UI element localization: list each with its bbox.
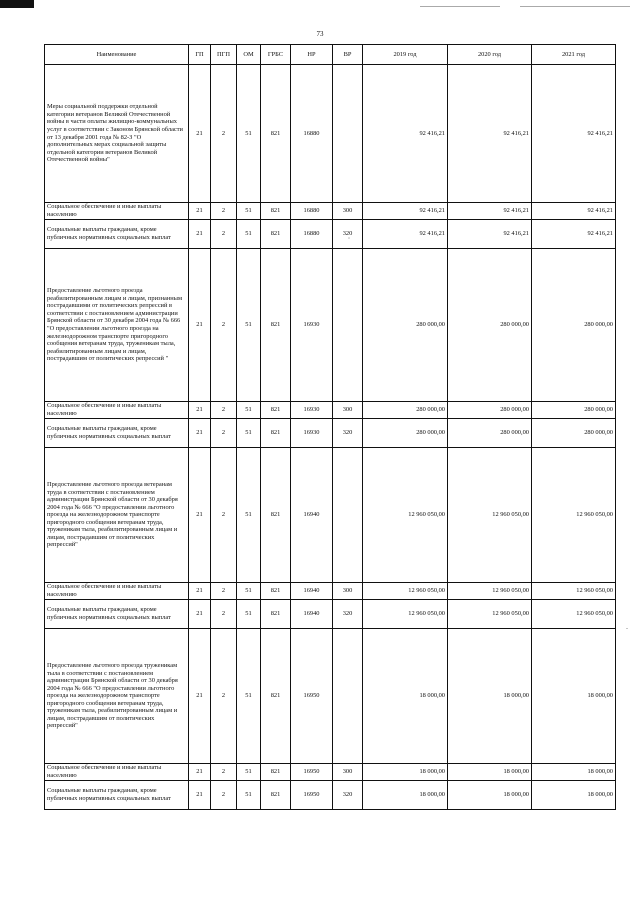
cell-vr: 300 — [333, 764, 363, 781]
cell-gp: 21 — [189, 419, 211, 448]
cell-name: Социальные выплаты гражданам, кроме публичных нормативных социальных выплат — [45, 220, 189, 249]
cell-y2020: 18 000,00 — [448, 629, 532, 764]
cell-om: 51 — [237, 764, 261, 781]
cell-grbs: 821 — [261, 203, 291, 220]
cell-name: Социальные выплаты гражданам, кроме публичных нормативных социальных выплат — [45, 419, 189, 448]
cell-om: 51 — [237, 600, 261, 629]
table-row — [45, 203, 616, 220]
cell-name: Социальное обеспечение и иные выплаты населению — [45, 583, 189, 600]
table-row — [45, 764, 616, 781]
cell-y2021: 92 416,21 — [532, 65, 616, 203]
table-row — [45, 583, 616, 600]
cell-om: 51 — [237, 629, 261, 764]
cell-pgp: 2 — [211, 448, 237, 583]
cell-y2020: 280 000,00 — [448, 249, 532, 402]
cell-gp: 21 — [189, 600, 211, 629]
cell-grbs: 821 — [261, 65, 291, 203]
cell-gp: 21 — [189, 764, 211, 781]
cell-nr: 16950 — [291, 629, 333, 764]
cell-vr — [333, 448, 363, 583]
cell-gp: 21 — [189, 65, 211, 203]
cell-nr: 16940 — [291, 600, 333, 629]
cell-vr: 300 — [333, 583, 363, 600]
cell-gp: 21 — [189, 781, 211, 810]
cell-y2019: 12 960 050,00 — [363, 600, 448, 629]
cell-om: 51 — [237, 419, 261, 448]
cell-y2020: 92 416,21 — [448, 65, 532, 203]
cell-grbs: 821 — [261, 249, 291, 402]
cell-pgp: 2 — [211, 402, 237, 419]
header-om: ОМ — [237, 45, 261, 65]
cell-y2019: 18 000,00 — [363, 764, 448, 781]
cell-grbs: 821 — [261, 781, 291, 810]
cell-pgp: 2 — [211, 600, 237, 629]
cell-y2019: 280 000,00 — [363, 249, 448, 402]
scan-artifact-line — [420, 6, 500, 7]
cell-gp: 21 — [189, 629, 211, 764]
cell-grbs: 821 — [261, 600, 291, 629]
cell-y2021: 280 000,00 — [532, 402, 616, 419]
cell-y2021: 18 000,00 — [532, 629, 616, 764]
table-row — [45, 629, 616, 764]
cell-y2019: 280 000,00 — [363, 402, 448, 419]
cell-grbs: 821 — [261, 629, 291, 764]
cell-vr: 320 — [333, 220, 363, 249]
table-row — [45, 402, 616, 419]
table-row — [45, 448, 616, 583]
cell-nr: 16930 — [291, 419, 333, 448]
table-row — [45, 65, 616, 203]
cell-y2020: 280 000,00 — [448, 402, 532, 419]
cell-gp: 21 — [189, 448, 211, 583]
cell-y2020: 12 960 050,00 — [448, 448, 532, 583]
cell-grbs: 821 — [261, 419, 291, 448]
cell-vr — [333, 249, 363, 402]
cell-y2020: 12 960 050,00 — [448, 600, 532, 629]
cell-name: Социальные выплаты гражданам, кроме публичных нормативных социальных выплат — [45, 781, 189, 810]
cell-pgp: 2 — [211, 419, 237, 448]
table-row — [45, 600, 616, 629]
table-header-row — [45, 45, 616, 65]
page-number: 73 — [316, 30, 324, 38]
cell-y2019: 12 960 050,00 — [363, 583, 448, 600]
cell-vr: 320 — [333, 600, 363, 629]
cell-pgp: 2 — [211, 65, 237, 203]
cell-y2020: 92 416,21 — [448, 203, 532, 220]
header-grbs: ГРБС — [261, 45, 291, 65]
cell-y2021: 280 000,00 — [532, 249, 616, 402]
header-name: Наименование — [45, 45, 189, 65]
cell-name: Социальные выплаты гражданам, кроме публичных нормативных социальных выплат — [45, 600, 189, 629]
header-nr: НР — [291, 45, 333, 65]
cell-grbs: 821 — [261, 402, 291, 419]
cell-name: Меры социальной поддержки отдельной категории ветеранов Великой Отечественной войны в части оплаты жилищно-коммунальных услуг в соответствии с Законом Брянской области от 13 декабря 2001 года № 82-З "О дополнительных мерах социальной защиты отдельной категории ветеранов Великой Отечественной войны" — [45, 65, 189, 203]
scan-artifact-line — [520, 6, 630, 7]
header-vr: ВР — [333, 45, 363, 65]
cell-vr: 320 — [333, 781, 363, 810]
cell-name: Социальное обеспечение и иные выплаты населению — [45, 764, 189, 781]
cell-gp: 21 — [189, 402, 211, 419]
cell-y2020: 18 000,00 — [448, 781, 532, 810]
cell-pgp: 2 — [211, 249, 237, 402]
header-gp: ГП — [189, 45, 211, 65]
cell-pgp: 2 — [211, 583, 237, 600]
table-row — [45, 220, 616, 249]
table-row — [45, 249, 616, 402]
cell-name: Предоставление льготного проезда реабилитированным лицам и лицам, признанным пострадавшими от политических репрессий в соответствии с постановлением администрации Брянской области от 30 декабря 2004 года № 666 "О предоставлении льготного проезда на железнодорожном транспорте пригородного сообщения ветеранам труда, труженикам тыла, реабилитированным лицам и лицам, пострадавшим от политических репрессий " — [45, 249, 189, 402]
cell-nr: 16880 — [291, 203, 333, 220]
cell-gp: 21 — [189, 583, 211, 600]
cell-nr: 16940 — [291, 583, 333, 600]
cell-grbs: 821 — [261, 448, 291, 583]
cell-pgp: 2 — [211, 629, 237, 764]
cell-nr: 16930 — [291, 402, 333, 419]
cell-y2019: 18 000,00 — [363, 781, 448, 810]
header-pgp: ПГП — [211, 45, 237, 65]
cell-name: Предоставление льготного проезда ветеранам труда в соответствии с постановлением администрации Брянской области от 30 декабря 2004 года № 666 "О предоставлении льготного проезда на железнодорожном транспорте пригородного сообщения ветеранам труда, труженикам тыла, реабилитированным лицам и лицам, пострадавшим от политических репрессий" — [45, 448, 189, 583]
cell-nr: 16930 — [291, 249, 333, 402]
cell-y2019: 92 416,21 — [363, 203, 448, 220]
cell-y2021: 280 000,00 — [532, 419, 616, 448]
cell-y2019: 92 416,21 — [363, 220, 448, 249]
cell-pgp: 2 — [211, 781, 237, 810]
cell-y2020: 18 000,00 — [448, 764, 532, 781]
cell-y2019: 18 000,00 — [363, 629, 448, 764]
cell-om: 51 — [237, 65, 261, 203]
cell-y2020: 12 960 050,00 — [448, 583, 532, 600]
header-2019: 2019 год — [363, 45, 448, 65]
cell-om: 51 — [237, 583, 261, 600]
cell-grbs: 821 — [261, 583, 291, 600]
header-2021: 2021 год — [532, 45, 616, 65]
scan-artifact-mark: - — [626, 626, 628, 632]
cell-gp: 21 — [189, 220, 211, 249]
cell-y2020: 280 000,00 — [448, 419, 532, 448]
cell-y2019: 280 000,00 — [363, 419, 448, 448]
cell-y2021: 92 416,21 — [532, 220, 616, 249]
cell-vr — [333, 65, 363, 203]
cell-nr: 16880 — [291, 65, 333, 203]
cell-gp: 21 — [189, 249, 211, 402]
cell-pgp: 2 — [211, 220, 237, 249]
cell-y2021: 18 000,00 — [532, 781, 616, 810]
table-row — [45, 781, 616, 810]
cell-nr: 16880 — [291, 220, 333, 249]
cell-pgp: 2 — [211, 203, 237, 220]
cell-y2019: 92 416,21 — [363, 65, 448, 203]
cell-y2019: 12 960 050,00 — [363, 448, 448, 583]
cell-nr: 16940 — [291, 448, 333, 583]
cell-om: 51 — [237, 249, 261, 402]
cell-om: 51 — [237, 448, 261, 583]
cell-om: 51 — [237, 203, 261, 220]
cell-y2021: 12 960 050,00 — [532, 448, 616, 583]
budget-table — [44, 44, 616, 810]
cell-nr: 16950 — [291, 781, 333, 810]
cell-y2021: 92 416,21 — [532, 203, 616, 220]
cell-y2021: 12 960 050,00 — [532, 600, 616, 629]
cell-name: Социальное обеспечение и иные выплаты населению — [45, 402, 189, 419]
cell-pgp: 2 — [211, 764, 237, 781]
cell-vr: 300 — [333, 402, 363, 419]
cell-grbs: 821 — [261, 220, 291, 249]
scan-corner-mark — [0, 0, 34, 8]
cell-nr: 16950 — [291, 764, 333, 781]
cell-gp: 21 — [189, 203, 211, 220]
scan-artifact-mark: ˇ — [348, 238, 350, 244]
header-2020: 2020 год — [448, 45, 532, 65]
cell-y2020: 92 416,21 — [448, 220, 532, 249]
cell-om: 51 — [237, 402, 261, 419]
cell-y2021: 12 960 050,00 — [532, 583, 616, 600]
table-row — [45, 419, 616, 448]
cell-om: 51 — [237, 781, 261, 810]
cell-name: Предоставление льготного проезда труженикам тыла в соответствии с постановлением администрации Брянской области от 30 декабря 2004 года № 666 "О предоставлении льготного проезда на железнодорожном транспорте пригородного сообщения ветеранам труда, труженикам тыла, реабилитированным лицам и лицам, пострадавшим от политических репрессий" — [45, 629, 189, 764]
cell-vr — [333, 629, 363, 764]
cell-vr: 300 — [333, 203, 363, 220]
cell-y2021: 18 000,00 — [532, 764, 616, 781]
cell-vr: 320 — [333, 419, 363, 448]
cell-grbs: 821 — [261, 764, 291, 781]
cell-om: 51 — [237, 220, 261, 249]
cell-name: Социальное обеспечение и иные выплаты населению — [45, 203, 189, 220]
